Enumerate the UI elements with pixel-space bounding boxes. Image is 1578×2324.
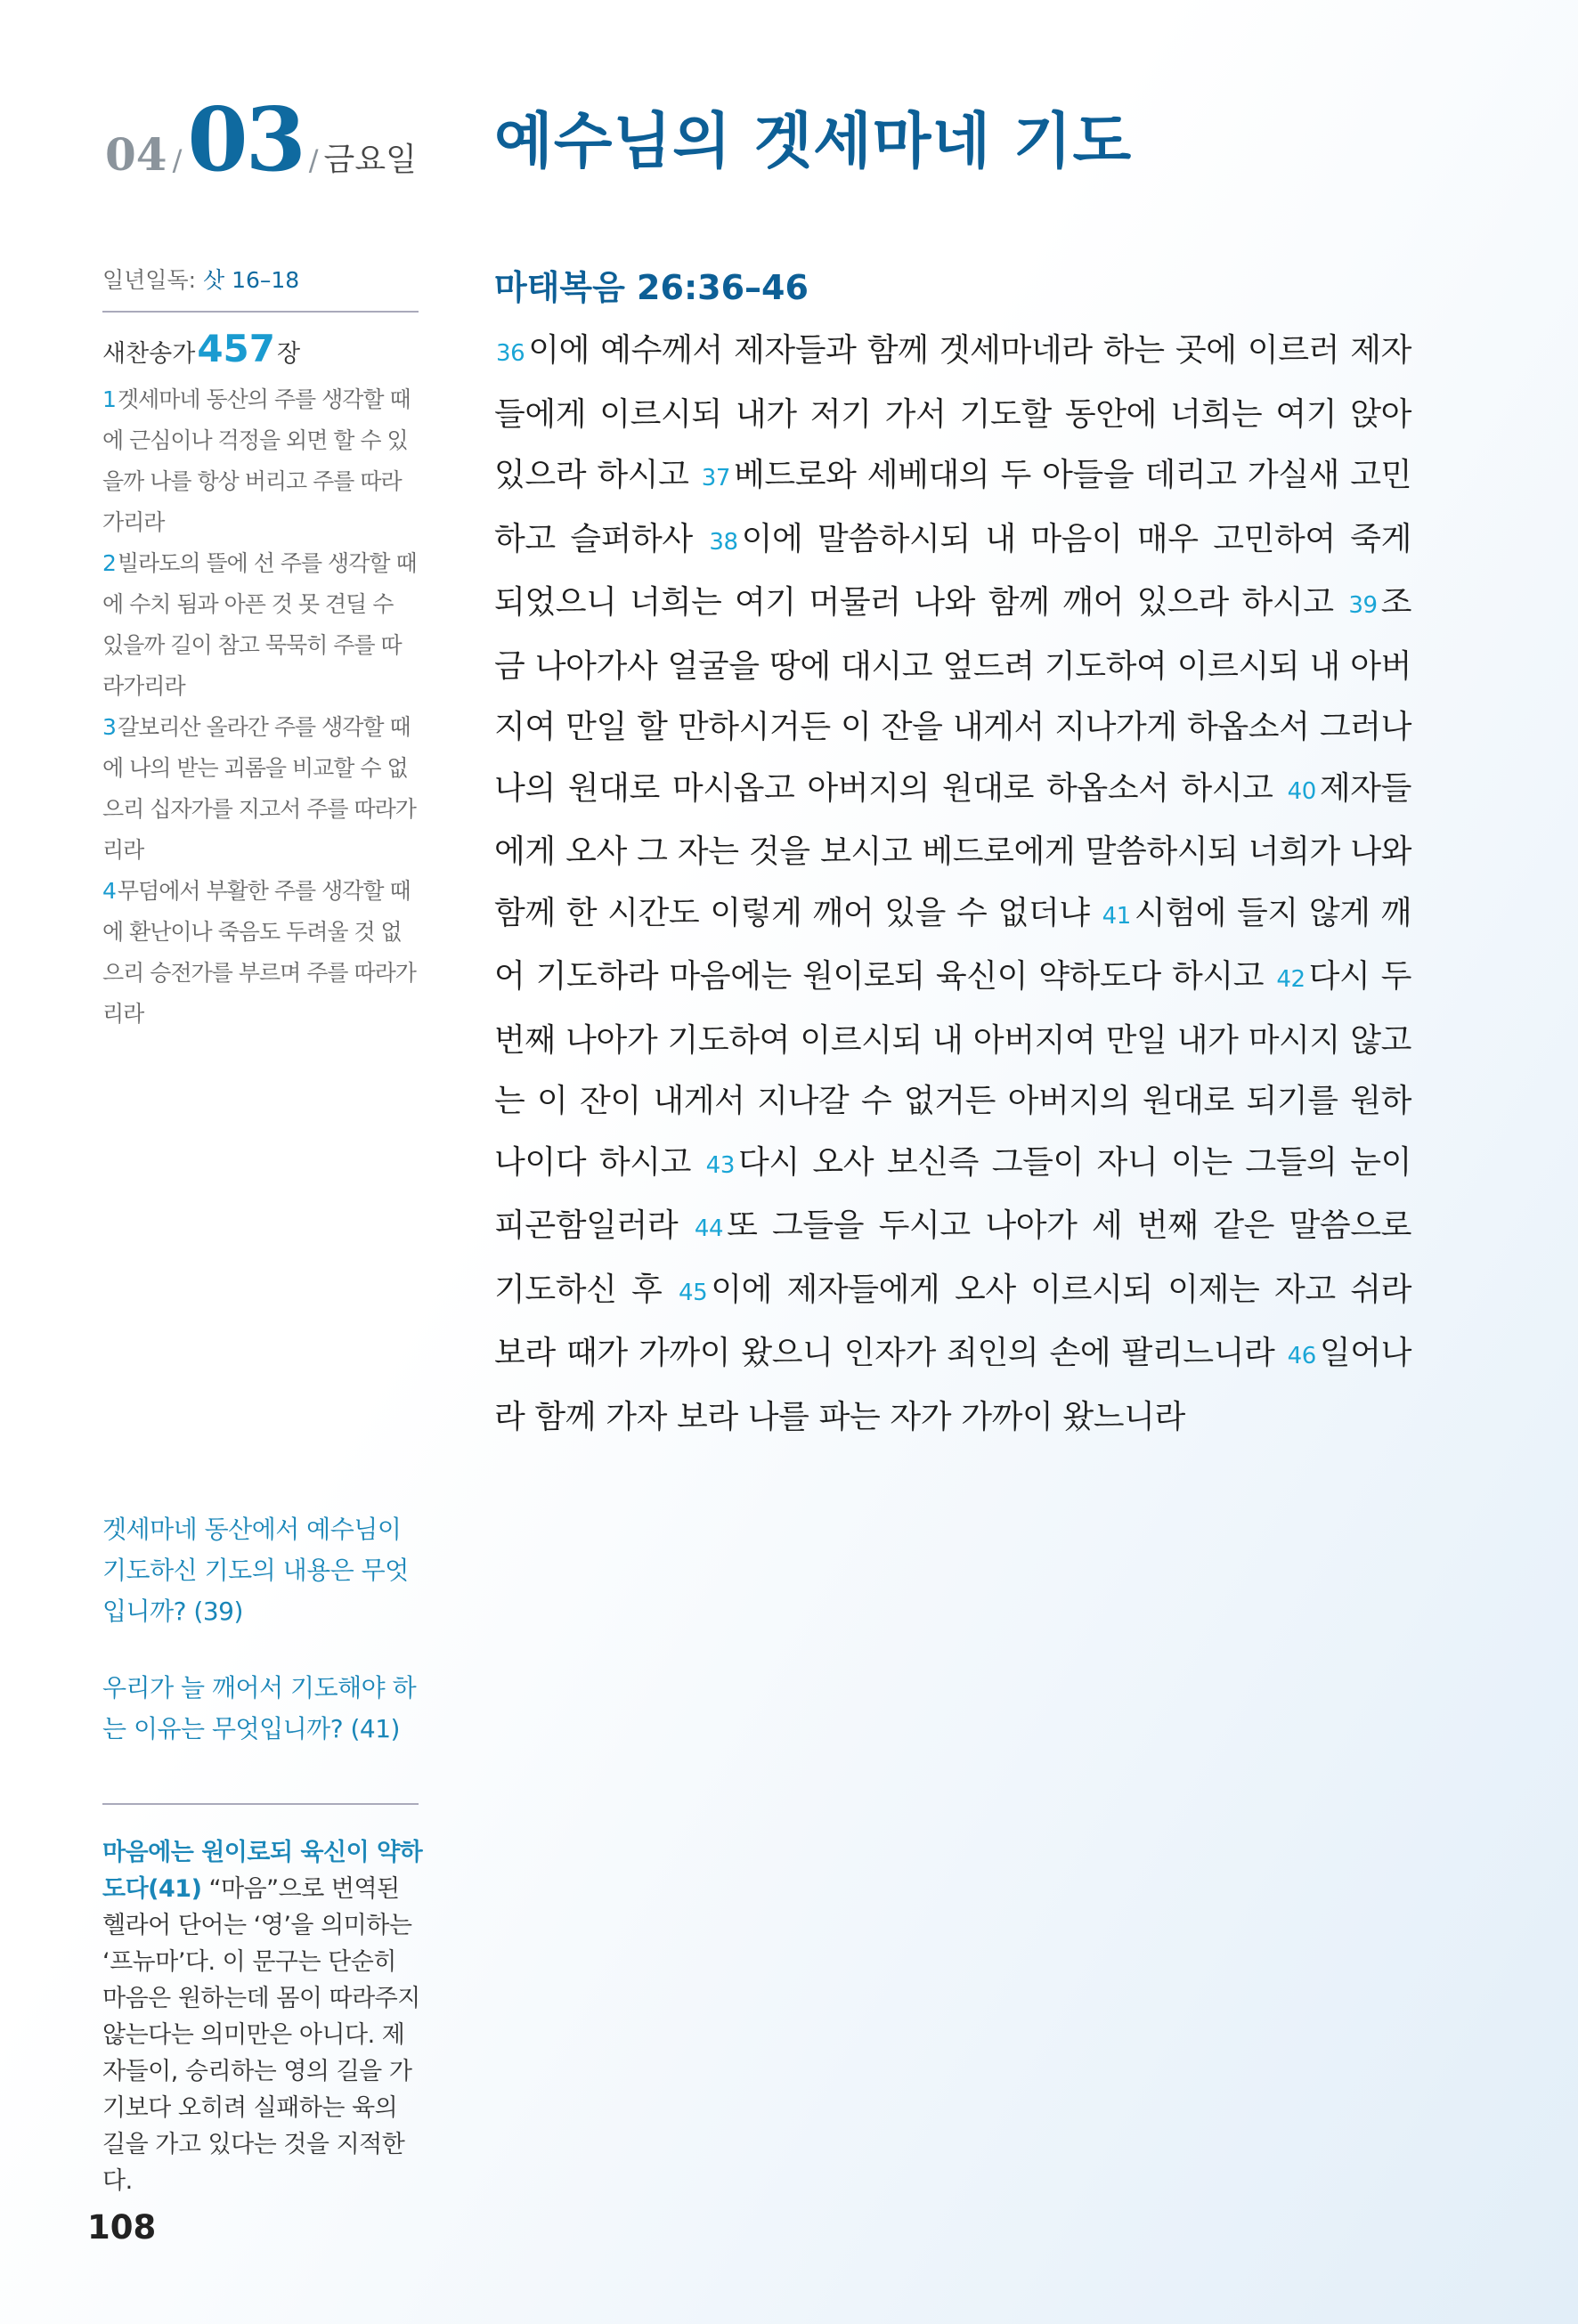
hymn-lyrics xyxy=(102,379,419,1035)
commentary-highlight: 마음에는 원이로되 육신이 약하도다(41) xyxy=(102,1839,423,1903)
hymn-verse xyxy=(102,707,419,871)
verse-text: 제자들에게 오사 그 자는 것을 보시고 베드로에게 말씀하시되 너희가 나와 함께 한 시간도 이렇게 깨어 있을 수 없더냐 xyxy=(494,769,1411,931)
verse-text: 또 그들을 두시고 나아가 세 번째 같은 말씀으로 기도하신 후 xyxy=(494,1207,1412,1308)
study-questions xyxy=(102,1509,423,1785)
verse-text: 시험에 들지 않게 깨어 기도하라 마음에는 원이로되 육신이 약하도다 하시고 xyxy=(494,894,1411,995)
hymn-prefix: 새찬송가 xyxy=(102,340,196,368)
date-separator: / xyxy=(172,143,183,177)
verse-number: 43 xyxy=(705,1151,735,1179)
hymn-verse-number: 1 xyxy=(102,386,116,412)
date-weekday: 금요일 xyxy=(323,142,417,178)
divider xyxy=(102,1803,419,1805)
date-separator: / xyxy=(308,143,319,177)
hymn-verse-number: 4 xyxy=(102,878,116,904)
passage-reference: 마태복음 26:36–46 xyxy=(494,268,809,307)
hymn-suffix: 장 xyxy=(277,340,301,368)
date-day: 03 xyxy=(187,89,304,191)
study-question: 겟세마네 동산에서 예수님이 기도하신 기도의 내용은 무엇입니까? (39) xyxy=(102,1515,409,1626)
study-question: 우리가 늘 깨어서 기도해야 하는 이유는 무엇입니까? (41) xyxy=(102,1673,417,1743)
scripture-passage xyxy=(494,321,1411,1448)
verse-number: 36 xyxy=(496,340,525,367)
commentary-text: “마음”으로 번역된 헬라어 단어는 ‘영’을 의미하는 ‘프뉴마’다. 이 문구는 단순히 마음은 원하는데 몸이 따라주지 않는다는 의미만은 아니다. 제자들이, 승리하는 영의 길을 가기보다 오히려 실패하는 육의 길을 가고 있다는 것을 지적한다. xyxy=(102,1875,420,2195)
verse-number: 42 xyxy=(1276,966,1306,993)
verse-number: 41 xyxy=(1102,902,1131,930)
verse-text: 다시 오사 보신즉 그들이 자니 이는 그들의 눈이 피곤함일러라 xyxy=(494,1143,1411,1244)
hymn-verse xyxy=(102,379,419,543)
hymn-heading xyxy=(102,327,419,370)
date-header xyxy=(105,89,417,191)
verse-number: 46 xyxy=(1287,1343,1316,1369)
sidebar xyxy=(102,263,419,1035)
verse-text: 이에 예수께서 제자들과 함께 겟세마네라 하는 곳에 이르러 제자들에게 이르시되 내가 저기 가서 기도할 동안에 너희는 여기 앉아 있으라 하시고 xyxy=(494,332,1411,493)
verse-number: 44 xyxy=(694,1215,724,1242)
hymn-verse-number: 2 xyxy=(102,550,116,576)
hymn-verse-text: 무덤에서 부활한 주를 생각할 때에 환난이나 죽음도 두려울 것 없으리 승전가를 부르며 주를 따라가리라 xyxy=(102,878,416,1027)
verse-text: 다시 두 번째 나아가 기도하여 이르시되 내 아버지여 만일 내가 마시지 않고는 이 잔이 내게서 지나갈 수 없거든 아버지의 원대로 되기를 원하나이다 하시고 xyxy=(494,958,1412,1181)
hymn-verse-text: 겟세마네 동산의 주를 생각할 때에 근심이나 걱정을 외면 할 수 있을까 나를 항상 버리고 주를 따라가리라 xyxy=(102,386,411,535)
verse-text: 이에 제자들에게 오사 이르시되 이제는 자고 쉬라 보라 때가 가까이 왔으니 인자가 죄인의 손에 팔리느니라 xyxy=(494,1271,1411,1371)
verse-number: 45 xyxy=(678,1279,708,1306)
hymn-verse xyxy=(102,871,419,1035)
verse-number: 38 xyxy=(709,528,738,556)
hymn-number: 457 xyxy=(197,327,275,370)
daily-reading-label: 일년일독: xyxy=(102,267,197,293)
page-number: 108 xyxy=(87,2208,157,2247)
page-title: 예수님의 겟세마네 기도 xyxy=(494,107,1133,177)
date-month: 04 xyxy=(105,128,167,181)
hymn-verse-number: 3 xyxy=(102,714,116,740)
verse-number: 40 xyxy=(1287,777,1316,805)
hymn-verse xyxy=(102,543,419,707)
verse-text: 일어나라 함께 가자 보라 나를 파는 자가 가까이 왔느니라 xyxy=(494,1335,1412,1435)
verse-text: 조금 나아가사 얼굴을 땅에 대시고 엎드려 기도하여 이르시되 내 아버지여 만일 할 만하시거든 이 잔을 내게서 지나가게 하옵소서 그러나 나의 원대로 마시옵고 아버지의 원대로 하옵소서 하시고 xyxy=(494,584,1411,807)
hymn-verse-text: 갈보리산 올라간 주를 생각할 때에 나의 받는 괴롬을 비교할 수 없으리 십자가를 지고서 주를 따라가리라 xyxy=(102,714,416,863)
verse-text: 이에 말씀하시되 내 마음이 매우 고민하여 죽게 되었으니 너희는 여기 머물러 나와 함께 깨어 있으라 하시고 xyxy=(494,520,1411,621)
hymn-verse-text: 빌라도의 뜰에 선 주를 생각할 때에 수치 됨과 아픈 것 못 견딜 수 있을까 길이 참고 묵묵히 주를 따라가리라 xyxy=(102,550,417,699)
commentary-note xyxy=(102,1834,425,2199)
verse-text: 베드로와 세베대의 두 아들을 데리고 가실새 고민하고 슬퍼하사 xyxy=(494,457,1411,557)
verse-number: 39 xyxy=(1348,592,1378,619)
daily-reading-value: 삿 16–18 xyxy=(202,267,300,293)
daily-reading xyxy=(102,263,419,313)
verse-number: 37 xyxy=(701,465,731,492)
